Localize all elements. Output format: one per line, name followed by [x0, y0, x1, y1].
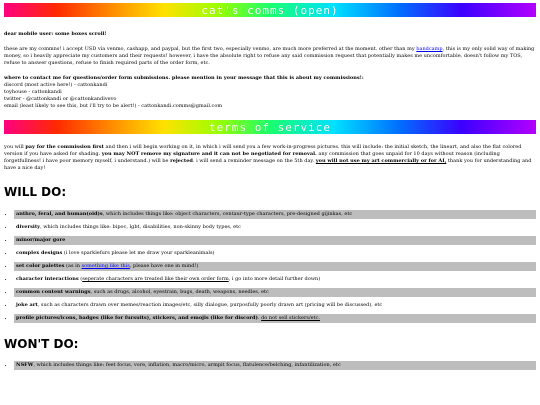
contact-twitter: twitter - @cattonkandi or @cattonkandivevo: [4, 96, 117, 102]
list-item: • minor/major gore: [14, 236, 536, 245]
contact-discord: discord (most active here!) - cattonkandi: [4, 82, 108, 88]
list-item: • profile pictures/icons, badges (like for fursuits), stickers, and emojis (like for discord). do not sell stickers/etc.: [14, 314, 536, 323]
bandcamp-link[interactable]: bandcamp: [416, 46, 443, 52]
list-item: • diversity, which includes things like: bipoc, lgbt, disabilities, non-skinny body types, etc: [14, 223, 536, 232]
list-item: • joke art, such as characters drawn over memes/reaction images/etc, silly dialogue, purposfully poorly drawn art (pricing will be discussed), etc: [14, 301, 536, 310]
tos-paragraph: you will pay for the commission first and then i will begin working on it, in which i will send you a few work-in-progress pictures. this will include: the initial sketch, the lineart, and also the flat colored version if you have asked for shading. you may NOT remove my signature and it can not be negotiated for removal. any commission that goes unpaid for 10 days without reason (including forgetfullness! i have poor memory myself, i understand.) will be rejected. i will send a reminder message on the 5th day. you will not use my art commercially or for AI, thank you for understanding and have a nice day!: [4, 144, 532, 171]
tos-title: terms of service: [209, 120, 331, 134]
list-item: • complex designs (i love sparklefurs please let me draw your sparkleanimals): [14, 249, 536, 258]
mobile-note: dear mobile user: some boxes scroll!: [4, 31, 107, 37]
contact-email: email (least likely to see this, but i'll try to be alert!) - cattonkandi.comms@gmail.com: [4, 103, 223, 109]
contact-toyhouse: toyhouse - cattonkandi: [4, 89, 62, 95]
will-do-list: [4, 210, 536, 323]
will-do-heading: WILL DO:: [4, 185, 67, 199]
contact-heading: where to contact me for questions/order form submissions. please mention in your message that this is about my commissions!:: [4, 75, 364, 81]
list-item: • character interactions (seperate characters are treated like their own order form, i go into more detail further down): [14, 275, 536, 284]
intro-paragraph: these are my commns! i accept USD via venmo, cashapp, and paypal, but the first two, especially venmo, are much more preferred at the moment. other than my bandcamp, this is my only solid way of making money, so i heavily appreciate my customers and their requests! however, i have the absolute right to refuse any said commission request that potentially makes me uncomfortable, doesn't follow my TOS, refuse to answer questions, refuse to finish required parts of the order form, etc.: [4, 46, 535, 66]
list-item: • anthro, feral, and human(oid)s, which includes things like: object characters, centaur-type characters, pre-designed gijinkas, etc: [14, 210, 536, 219]
list-item: • NSFW, which includes things like: feet focus, vore, inflation, macro/micro, armpit focus, flatulence/belching, infantilization, etc: [14, 361, 536, 370]
wont-do-list: [4, 361, 536, 370]
page-title: cat's comms (open): [201, 3, 339, 17]
palette-example-link[interactable]: something like this: [81, 263, 130, 269]
title-banner: [4, 3, 536, 17]
list-item: • set color palettes (as in something like this, please have one in mind!): [14, 262, 536, 271]
tos-banner: [4, 120, 536, 134]
list-item: • common content warnings, such as drugs, alcohol, eyestrain, bugs, death, weapons, needles, etc: [14, 288, 536, 297]
wont-do-heading: WON'T DO:: [4, 337, 79, 351]
